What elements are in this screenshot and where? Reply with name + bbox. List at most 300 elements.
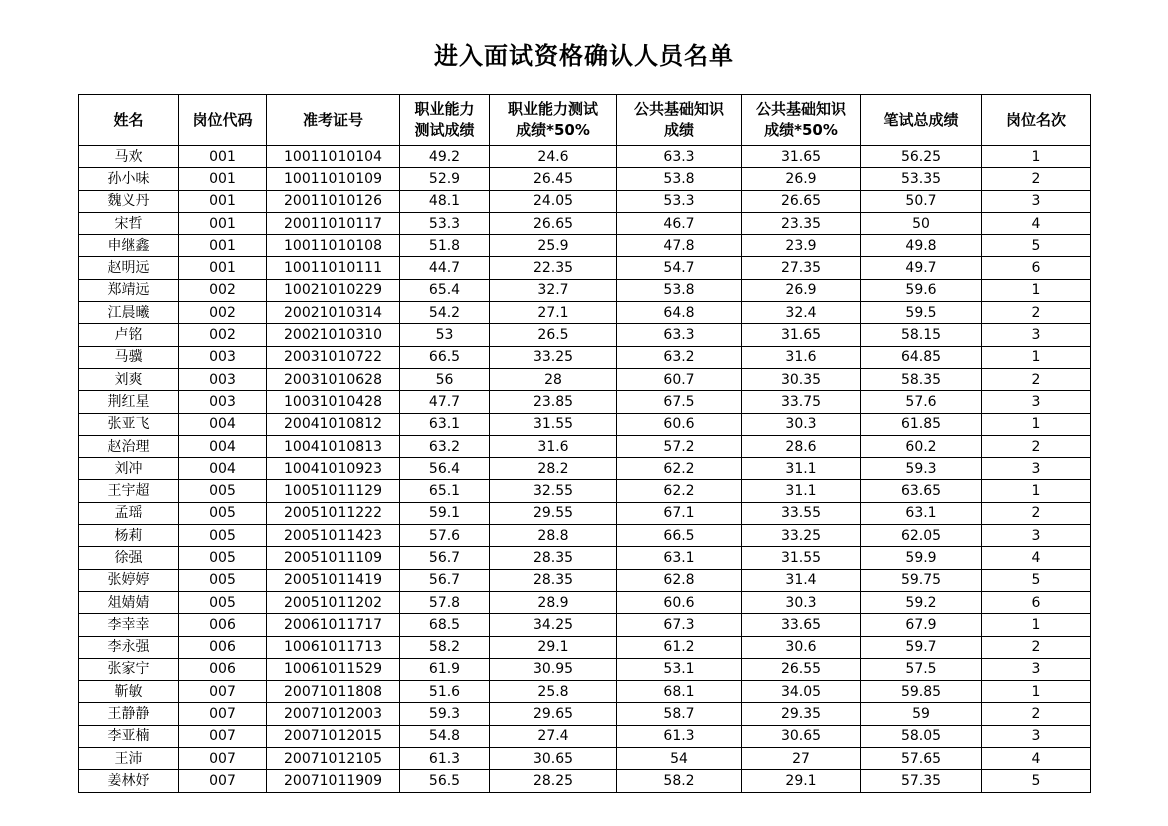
cell-basic-50: 31.4 [742, 569, 861, 591]
cell-ability-50: 31.55 [490, 413, 617, 435]
cell-name: 荆红星 [79, 391, 179, 413]
cell-post-rank: 4 [982, 748, 1091, 770]
cell-basic-50: 33.75 [742, 391, 861, 413]
cell-basic-score: 54 [617, 748, 742, 770]
cell-exam-id: 20011010117 [267, 212, 400, 234]
cell-ability-50: 26.65 [490, 212, 617, 234]
cell-post-code: 004 [179, 435, 267, 457]
cell-basic-score: 47.8 [617, 235, 742, 257]
header-row [79, 95, 1091, 146]
cell-post-rank: 6 [982, 257, 1091, 279]
cell-ability-score: 56.5 [400, 770, 490, 792]
header-ability-score: 职业能力 测试成绩 [400, 95, 490, 146]
candidate-table [78, 94, 1091, 793]
cell-basic-50: 30.35 [742, 368, 861, 390]
cell-post-code: 007 [179, 725, 267, 747]
cell-ability-score: 53 [400, 324, 490, 346]
table-row [79, 748, 1091, 770]
cell-name: 俎婧婧 [79, 591, 179, 613]
table-row [79, 212, 1091, 234]
cell-ability-score: 59.3 [400, 703, 490, 725]
cell-ability-score: 47.7 [400, 391, 490, 413]
cell-post-code: 001 [179, 235, 267, 257]
cell-ability-score: 56.7 [400, 569, 490, 591]
cell-basic-score: 53.8 [617, 279, 742, 301]
cell-post-rank: 2 [982, 368, 1091, 390]
cell-name: 马骥 [79, 346, 179, 368]
cell-ability-score: 44.7 [400, 257, 490, 279]
cell-ability-50: 26.45 [490, 168, 617, 190]
table-row [79, 190, 1091, 212]
cell-exam-id: 10011010111 [267, 257, 400, 279]
cell-ability-50: 28.9 [490, 591, 617, 613]
cell-basic-50: 31.1 [742, 480, 861, 502]
table-row [79, 435, 1091, 457]
cell-basic-score: 54.7 [617, 257, 742, 279]
cell-ability-score: 54.2 [400, 302, 490, 324]
cell-post-code: 005 [179, 569, 267, 591]
cell-post-code: 001 [179, 212, 267, 234]
cell-ability-score: 63.2 [400, 435, 490, 457]
cell-total-score: 63.1 [861, 502, 982, 524]
cell-total-score: 49.7 [861, 257, 982, 279]
cell-ability-50: 34.25 [490, 614, 617, 636]
cell-total-score: 59.9 [861, 547, 982, 569]
cell-ability-50: 28.35 [490, 547, 617, 569]
cell-total-score: 59.2 [861, 591, 982, 613]
cell-post-rank: 1 [982, 346, 1091, 368]
cell-name: 孙小味 [79, 168, 179, 190]
cell-name: 张家宁 [79, 658, 179, 680]
table-row [79, 681, 1091, 703]
cell-basic-score: 63.2 [617, 346, 742, 368]
cell-post-code: 005 [179, 502, 267, 524]
cell-basic-score: 57.2 [617, 435, 742, 457]
cell-post-rank: 6 [982, 591, 1091, 613]
cell-basic-50: 27 [742, 748, 861, 770]
cell-ability-50: 25.9 [490, 235, 617, 257]
header-exam-id: 准考证号 [267, 95, 400, 146]
cell-basic-50: 31.6 [742, 346, 861, 368]
cell-ability-score: 56.7 [400, 547, 490, 569]
cell-post-code: 007 [179, 748, 267, 770]
cell-basic-score: 62.8 [617, 569, 742, 591]
cell-basic-50: 30.6 [742, 636, 861, 658]
cell-post-code: 005 [179, 525, 267, 547]
cell-total-score: 61.85 [861, 413, 982, 435]
cell-name: 卢铭 [79, 324, 179, 346]
table-row [79, 146, 1091, 168]
cell-post-rank: 4 [982, 547, 1091, 569]
cell-total-score: 57.6 [861, 391, 982, 413]
cell-post-rank: 3 [982, 458, 1091, 480]
cell-post-rank: 5 [982, 569, 1091, 591]
header-name: 姓名 [79, 95, 179, 146]
cell-total-score: 62.05 [861, 525, 982, 547]
cell-basic-50: 31.65 [742, 146, 861, 168]
cell-name: 李亚楠 [79, 725, 179, 747]
table-row [79, 703, 1091, 725]
cell-ability-50: 29.55 [490, 502, 617, 524]
table-row [79, 569, 1091, 591]
cell-post-rank: 1 [982, 614, 1091, 636]
cell-post-rank: 1 [982, 480, 1091, 502]
cell-post-code: 005 [179, 591, 267, 613]
cell-ability-50: 30.95 [490, 658, 617, 680]
cell-ability-50: 32.7 [490, 279, 617, 301]
cell-name: 靳敏 [79, 681, 179, 703]
cell-exam-id: 10041010813 [267, 435, 400, 457]
cell-ability-50: 22.35 [490, 257, 617, 279]
cell-name: 江晨曦 [79, 302, 179, 324]
cell-basic-score: 66.5 [617, 525, 742, 547]
table-row [79, 235, 1091, 257]
cell-basic-50: 27.35 [742, 257, 861, 279]
table-row [79, 547, 1091, 569]
cell-total-score: 59.7 [861, 636, 982, 658]
cell-total-score: 58.35 [861, 368, 982, 390]
header-basic-score: 公共基础知识 成绩 [617, 95, 742, 146]
cell-name: 王沛 [79, 748, 179, 770]
header-basic-50: 公共基础知识 成绩*50% [742, 95, 861, 146]
cell-basic-score: 61.2 [617, 636, 742, 658]
cell-ability-score: 61.3 [400, 748, 490, 770]
cell-exam-id: 10011010104 [267, 146, 400, 168]
cell-ability-score: 65.4 [400, 279, 490, 301]
cell-ability-score: 54.8 [400, 725, 490, 747]
cell-total-score: 50 [861, 212, 982, 234]
cell-post-rank: 3 [982, 324, 1091, 346]
cell-basic-score: 61.3 [617, 725, 742, 747]
cell-post-rank: 1 [982, 279, 1091, 301]
header-post-rank: 岗位名次 [982, 95, 1091, 146]
cell-ability-score: 51.8 [400, 235, 490, 257]
cell-ability-score: 61.9 [400, 658, 490, 680]
cell-exam-id: 10041010923 [267, 458, 400, 480]
table-body [79, 146, 1091, 793]
cell-post-rank: 3 [982, 658, 1091, 680]
cell-ability-50: 25.8 [490, 681, 617, 703]
cell-ability-50: 28.8 [490, 525, 617, 547]
cell-post-code: 004 [179, 458, 267, 480]
cell-basic-score: 60.7 [617, 368, 742, 390]
cell-ability-50: 33.25 [490, 346, 617, 368]
cell-basic-score: 60.6 [617, 591, 742, 613]
cell-basic-50: 33.25 [742, 525, 861, 547]
cell-total-score: 59 [861, 703, 982, 725]
cell-name: 申继鑫 [79, 235, 179, 257]
cell-basic-score: 58.7 [617, 703, 742, 725]
cell-name: 孟瑶 [79, 502, 179, 524]
cell-post-rank: 1 [982, 146, 1091, 168]
cell-total-score: 59.6 [861, 279, 982, 301]
cell-ability-50: 26.5 [490, 324, 617, 346]
cell-ability-score: 66.5 [400, 346, 490, 368]
cell-post-code: 003 [179, 346, 267, 368]
cell-total-score: 59.3 [861, 458, 982, 480]
cell-ability-50: 23.85 [490, 391, 617, 413]
cell-basic-score: 64.8 [617, 302, 742, 324]
cell-ability-50: 31.6 [490, 435, 617, 457]
cell-basic-score: 60.6 [617, 413, 742, 435]
cell-name: 杨莉 [79, 525, 179, 547]
cell-basic-score: 67.3 [617, 614, 742, 636]
cell-ability-50: 32.55 [490, 480, 617, 502]
cell-post-rank: 2 [982, 168, 1091, 190]
cell-basic-50: 29.35 [742, 703, 861, 725]
cell-exam-id: 20031010722 [267, 346, 400, 368]
table-row [79, 614, 1091, 636]
cell-ability-score: 59.1 [400, 502, 490, 524]
cell-total-score: 57.5 [861, 658, 982, 680]
table-row [79, 257, 1091, 279]
cell-post-code: 007 [179, 703, 267, 725]
cell-post-rank: 4 [982, 212, 1091, 234]
table-row [79, 324, 1091, 346]
cell-post-rank: 3 [982, 525, 1091, 547]
cell-post-rank: 2 [982, 435, 1091, 457]
cell-post-rank: 1 [982, 413, 1091, 435]
table-row [79, 279, 1091, 301]
cell-exam-id: 20071011808 [267, 681, 400, 703]
cell-ability-50: 29.65 [490, 703, 617, 725]
cell-post-rank: 3 [982, 190, 1091, 212]
cell-exam-id: 10011010108 [267, 235, 400, 257]
cell-basic-50: 31.1 [742, 458, 861, 480]
cell-ability-50: 28.2 [490, 458, 617, 480]
cell-total-score: 59.85 [861, 681, 982, 703]
cell-name: 张亚飞 [79, 413, 179, 435]
cell-exam-id: 20021010314 [267, 302, 400, 324]
cell-basic-50: 30.65 [742, 725, 861, 747]
cell-post-rank: 3 [982, 725, 1091, 747]
cell-post-rank: 1 [982, 681, 1091, 703]
table-row [79, 725, 1091, 747]
cell-name: 徐强 [79, 547, 179, 569]
cell-exam-id: 20061011717 [267, 614, 400, 636]
cell-ability-50: 28.25 [490, 770, 617, 792]
cell-total-score: 63.65 [861, 480, 982, 502]
cell-ability-score: 63.1 [400, 413, 490, 435]
cell-basic-50: 26.9 [742, 279, 861, 301]
cell-exam-id: 20071011909 [267, 770, 400, 792]
cell-exam-id: 20051011423 [267, 525, 400, 547]
cell-basic-50: 32.4 [742, 302, 861, 324]
cell-post-rank: 2 [982, 502, 1091, 524]
cell-post-code: 001 [179, 168, 267, 190]
cell-total-score: 49.8 [861, 235, 982, 257]
cell-exam-id: 20071012015 [267, 725, 400, 747]
cell-total-score: 50.7 [861, 190, 982, 212]
cell-exam-id: 20051011202 [267, 591, 400, 613]
cell-name: 王宇超 [79, 480, 179, 502]
cell-exam-id: 20031010628 [267, 368, 400, 390]
cell-post-code: 006 [179, 636, 267, 658]
cell-exam-id: 10061011713 [267, 636, 400, 658]
header-post-code: 岗位代码 [179, 95, 267, 146]
cell-basic-score: 53.8 [617, 168, 742, 190]
cell-exam-id: 20011010126 [267, 190, 400, 212]
table-row [79, 480, 1091, 502]
cell-basic-50: 23.9 [742, 235, 861, 257]
cell-post-rank: 2 [982, 302, 1091, 324]
cell-ability-50: 29.1 [490, 636, 617, 658]
cell-ability-score: 68.5 [400, 614, 490, 636]
cell-ability-score: 49.2 [400, 146, 490, 168]
table-row [79, 346, 1091, 368]
cell-post-code: 005 [179, 480, 267, 502]
cell-post-code: 001 [179, 257, 267, 279]
cell-basic-50: 33.55 [742, 502, 861, 524]
cell-name: 魏义丹 [79, 190, 179, 212]
cell-post-code: 005 [179, 547, 267, 569]
cell-total-score: 58.05 [861, 725, 982, 747]
cell-post-code: 002 [179, 302, 267, 324]
cell-basic-score: 58.2 [617, 770, 742, 792]
table-row [79, 658, 1091, 680]
cell-post-code: 007 [179, 770, 267, 792]
cell-post-rank: 5 [982, 235, 1091, 257]
cell-post-code: 006 [179, 658, 267, 680]
cell-post-code: 006 [179, 614, 267, 636]
cell-basic-50: 30.3 [742, 591, 861, 613]
cell-basic-50: 26.55 [742, 658, 861, 680]
cell-basic-score: 62.2 [617, 458, 742, 480]
cell-basic-score: 62.2 [617, 480, 742, 502]
cell-ability-50: 28 [490, 368, 617, 390]
table-row [79, 368, 1091, 390]
cell-ability-score: 56 [400, 368, 490, 390]
cell-post-rank: 2 [982, 703, 1091, 725]
cell-exam-id: 20051011109 [267, 547, 400, 569]
header-total-score: 笔试总成绩 [861, 95, 982, 146]
cell-post-code: 004 [179, 413, 267, 435]
cell-total-score: 58.15 [861, 324, 982, 346]
cell-ability-50: 24.6 [490, 146, 617, 168]
cell-total-score: 59.5 [861, 302, 982, 324]
cell-post-rank: 3 [982, 391, 1091, 413]
cell-basic-50: 26.65 [742, 190, 861, 212]
cell-post-code: 003 [179, 368, 267, 390]
cell-name: 姜林妤 [79, 770, 179, 792]
cell-ability-50: 30.65 [490, 748, 617, 770]
cell-basic-50: 31.55 [742, 547, 861, 569]
cell-post-rank: 5 [982, 770, 1091, 792]
cell-post-code: 002 [179, 279, 267, 301]
cell-name: 郑靖远 [79, 279, 179, 301]
cell-ability-score: 58.2 [400, 636, 490, 658]
cell-basic-score: 63.1 [617, 547, 742, 569]
cell-exam-id: 10021010229 [267, 279, 400, 301]
cell-basic-score: 68.1 [617, 681, 742, 703]
cell-exam-id: 20051011222 [267, 502, 400, 524]
cell-exam-id: 20041010812 [267, 413, 400, 435]
cell-basic-score: 46.7 [617, 212, 742, 234]
cell-ability-score: 51.6 [400, 681, 490, 703]
cell-basic-50: 23.35 [742, 212, 861, 234]
cell-basic-score: 67.5 [617, 391, 742, 413]
cell-ability-score: 48.1 [400, 190, 490, 212]
cell-name: 刘冲 [79, 458, 179, 480]
cell-basic-score: 53.1 [617, 658, 742, 680]
cell-basic-score: 67.1 [617, 502, 742, 524]
table-row [79, 770, 1091, 792]
cell-ability-50: 27.4 [490, 725, 617, 747]
cell-basic-score: 63.3 [617, 146, 742, 168]
table-row [79, 413, 1091, 435]
cell-name: 赵治理 [79, 435, 179, 457]
cell-post-code: 003 [179, 391, 267, 413]
cell-basic-50: 29.1 [742, 770, 861, 792]
table-row [79, 636, 1091, 658]
cell-ability-score: 56.4 [400, 458, 490, 480]
cell-post-rank: 2 [982, 636, 1091, 658]
cell-total-score: 57.35 [861, 770, 982, 792]
cell-basic-50: 28.6 [742, 435, 861, 457]
cell-name: 张婷婷 [79, 569, 179, 591]
cell-post-code: 001 [179, 146, 267, 168]
cell-ability-score: 52.9 [400, 168, 490, 190]
cell-total-score: 57.65 [861, 748, 982, 770]
cell-basic-score: 53.3 [617, 190, 742, 212]
table-row [79, 591, 1091, 613]
table-row [79, 302, 1091, 324]
cell-exam-id: 20051011419 [267, 569, 400, 591]
cell-name: 刘爽 [79, 368, 179, 390]
cell-post-code: 001 [179, 190, 267, 212]
cell-ability-score: 57.6 [400, 525, 490, 547]
cell-name: 李永强 [79, 636, 179, 658]
cell-name: 赵明远 [79, 257, 179, 279]
cell-total-score: 56.25 [861, 146, 982, 168]
cell-basic-50: 33.65 [742, 614, 861, 636]
cell-post-code: 007 [179, 681, 267, 703]
cell-ability-50: 28.35 [490, 569, 617, 591]
cell-basic-50: 26.9 [742, 168, 861, 190]
table-row [79, 525, 1091, 547]
cell-name: 王静静 [79, 703, 179, 725]
table-row [79, 391, 1091, 413]
cell-exam-id: 10061011529 [267, 658, 400, 680]
table-row [79, 458, 1091, 480]
cell-exam-id: 20021010310 [267, 324, 400, 346]
cell-ability-50: 27.1 [490, 302, 617, 324]
cell-exam-id: 10011010109 [267, 168, 400, 190]
cell-ability-score: 57.8 [400, 591, 490, 613]
cell-post-code: 002 [179, 324, 267, 346]
cell-total-score: 53.35 [861, 168, 982, 190]
cell-name: 宋哲 [79, 212, 179, 234]
header-ability-50: 职业能力测试 成绩*50% [490, 95, 617, 146]
cell-name: 李幸幸 [79, 614, 179, 636]
cell-basic-score: 63.3 [617, 324, 742, 346]
page-title: 进入面试资格确认人员名单 [434, 42, 734, 70]
cell-exam-id: 10031010428 [267, 391, 400, 413]
cell-ability-score: 53.3 [400, 212, 490, 234]
cell-exam-id: 10051011129 [267, 480, 400, 502]
cell-exam-id: 20071012105 [267, 748, 400, 770]
cell-ability-score: 65.1 [400, 480, 490, 502]
cell-ability-50: 24.05 [490, 190, 617, 212]
cell-total-score: 64.85 [861, 346, 982, 368]
table-row [79, 502, 1091, 524]
cell-exam-id: 20071012003 [267, 703, 400, 725]
cell-basic-50: 30.3 [742, 413, 861, 435]
cell-basic-50: 34.05 [742, 681, 861, 703]
cell-total-score: 59.75 [861, 569, 982, 591]
cell-total-score: 60.2 [861, 435, 982, 457]
cell-name: 马欢 [79, 146, 179, 168]
